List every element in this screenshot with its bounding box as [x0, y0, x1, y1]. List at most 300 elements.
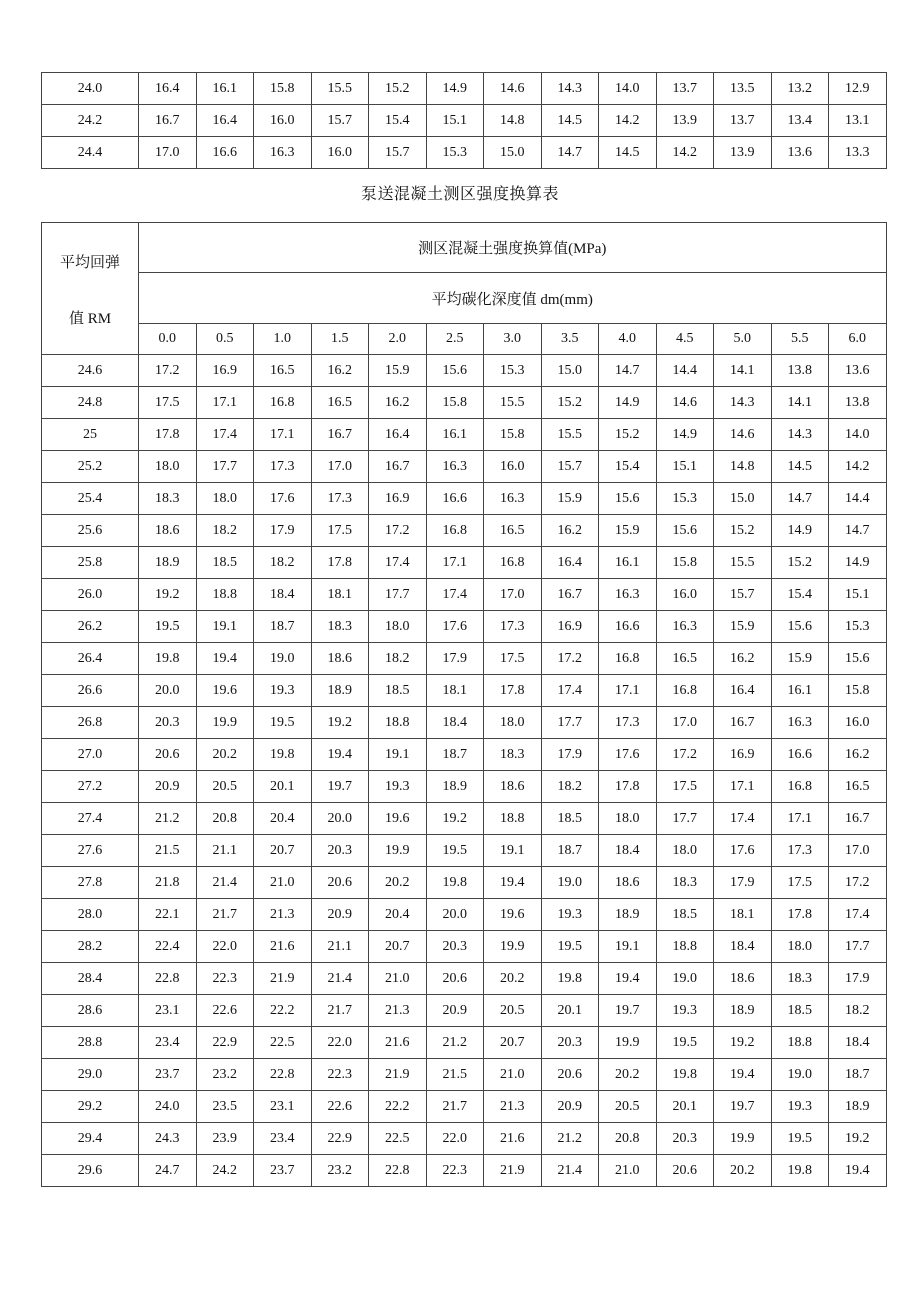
- strength-value-cell: 19.3: [541, 899, 599, 931]
- strength-value-cell: 15.2: [541, 387, 599, 419]
- rebound-value-cell: 29.2: [42, 1091, 139, 1123]
- strength-value-cell: 16.6: [599, 611, 657, 643]
- depth-header-cell: 4.0: [599, 324, 657, 355]
- strength-value-cell: 19.9: [196, 707, 254, 739]
- strength-value-cell: 17.0: [311, 451, 369, 483]
- strength-value-cell: 16.8: [656, 675, 714, 707]
- strength-value-cell: 23.4: [139, 1027, 197, 1059]
- strength-value-cell: 21.4: [311, 963, 369, 995]
- strength-value-cell: 17.4: [541, 675, 599, 707]
- strength-value-cell: 19.4: [311, 739, 369, 771]
- rebound-value-cell: 28.4: [42, 963, 139, 995]
- table-row: [42, 1123, 887, 1155]
- strength-value-cell: 19.1: [484, 835, 542, 867]
- strength-value-cell: 18.3: [656, 867, 714, 899]
- strength-value-cell: 16.3: [599, 579, 657, 611]
- strength-value-cell: 17.0: [656, 707, 714, 739]
- strength-value-cell: 19.0: [656, 963, 714, 995]
- strength-value-cell: 13.3: [829, 137, 887, 169]
- strength-value-cell: 19.3: [771, 1091, 829, 1123]
- strength-value-cell: 15.5: [311, 73, 369, 105]
- strength-value-cell: 24.7: [139, 1155, 197, 1187]
- strength-value-cell: 15.0: [541, 355, 599, 387]
- strength-value-cell: 22.3: [196, 963, 254, 995]
- strength-value-cell: 18.9: [599, 899, 657, 931]
- strength-value-cell: 14.6: [484, 73, 542, 105]
- strength-value-cell: 15.4: [369, 105, 427, 137]
- strength-value-cell: 20.1: [254, 771, 312, 803]
- strength-value-cell: 13.4: [771, 105, 829, 137]
- strength-value-cell: 21.3: [484, 1091, 542, 1123]
- strength-value-cell: 19.7: [599, 995, 657, 1027]
- strength-value-cell: 22.8: [369, 1155, 427, 1187]
- strength-value-cell: 19.2: [139, 579, 197, 611]
- strength-value-cell: 19.9: [484, 931, 542, 963]
- strength-value-cell: 16.3: [426, 451, 484, 483]
- strength-value-cell: 18.7: [541, 835, 599, 867]
- strength-value-cell: 17.5: [771, 867, 829, 899]
- strength-value-cell: 15.8: [656, 547, 714, 579]
- strength-value-cell: 14.6: [656, 387, 714, 419]
- strength-value-cell: 22.8: [254, 1059, 312, 1091]
- strength-value-cell: 15.4: [599, 451, 657, 483]
- strength-value-cell: 20.2: [369, 867, 427, 899]
- strength-value-cell: 18.5: [656, 899, 714, 931]
- depth-header-cell: 4.5: [656, 324, 714, 355]
- depth-header-cell: 3.0: [484, 324, 542, 355]
- strength-value-cell: 14.0: [829, 419, 887, 451]
- strength-value-cell: 22.3: [311, 1059, 369, 1091]
- strength-value-cell: 18.2: [196, 515, 254, 547]
- strength-value-cell: 16.8: [771, 771, 829, 803]
- strength-value-cell: 14.9: [426, 73, 484, 105]
- strength-value-cell: 20.1: [656, 1091, 714, 1123]
- strength-value-cell: 16.6: [196, 137, 254, 169]
- strength-value-cell: 14.5: [771, 451, 829, 483]
- strength-value-cell: 15.1: [656, 451, 714, 483]
- strength-value-cell: 17.1: [714, 771, 772, 803]
- strength-value-cell: 14.9: [829, 547, 887, 579]
- strength-value-cell: 16.3: [656, 611, 714, 643]
- strength-value-cell: 17.0: [829, 835, 887, 867]
- depth-header-cell: 1.0: [254, 324, 312, 355]
- strength-value-cell: 20.5: [196, 771, 254, 803]
- strength-value-cell: 17.2: [656, 739, 714, 771]
- strength-value-cell: 21.6: [484, 1123, 542, 1155]
- strength-value-cell: 17.8: [484, 675, 542, 707]
- strength-value-cell: 14.7: [541, 137, 599, 169]
- strength-value-cell: 16.0: [829, 707, 887, 739]
- strength-value-cell: 16.8: [254, 387, 312, 419]
- table-row: [42, 771, 887, 803]
- strength-value-cell: 19.3: [254, 675, 312, 707]
- strength-value-cell: 16.2: [714, 643, 772, 675]
- strength-value-cell: 20.3: [311, 835, 369, 867]
- strength-value-cell: 13.8: [771, 355, 829, 387]
- strength-value-cell: 21.2: [426, 1027, 484, 1059]
- strength-value-cell: 19.5: [541, 931, 599, 963]
- strength-value-cell: 20.8: [196, 803, 254, 835]
- strength-value-cell: 20.1: [541, 995, 599, 1027]
- strength-value-cell: 18.1: [426, 675, 484, 707]
- rebound-value-cell: 27.2: [42, 771, 139, 803]
- strength-value-cell: 24.0: [139, 1091, 197, 1123]
- strength-value-cell: 16.8: [484, 547, 542, 579]
- strength-value-cell: 17.1: [771, 803, 829, 835]
- rebound-value-cell: 29.4: [42, 1123, 139, 1155]
- strength-value-cell: 14.9: [599, 387, 657, 419]
- strength-value-cell: 16.0: [311, 137, 369, 169]
- strength-value-cell: 19.4: [829, 1155, 887, 1187]
- strength-value-cell: 17.3: [311, 483, 369, 515]
- depth-header-cell: 1.5: [311, 324, 369, 355]
- strength-value-cell: 18.9: [714, 995, 772, 1027]
- strength-value-cell: 20.5: [484, 995, 542, 1027]
- depth-header-cell: 5.5: [771, 324, 829, 355]
- strength-value-cell: 18.0: [196, 483, 254, 515]
- strength-value-cell: 21.3: [254, 899, 312, 931]
- strength-value-cell: 15.6: [829, 643, 887, 675]
- strength-value-cell: 16.5: [254, 355, 312, 387]
- table-row: [42, 803, 887, 835]
- strength-value-cell: 13.7: [656, 73, 714, 105]
- strength-value-cell: 15.4: [771, 579, 829, 611]
- table-row: [42, 611, 887, 643]
- strength-value-cell: 15.9: [599, 515, 657, 547]
- strength-value-cell: 21.3: [369, 995, 427, 1027]
- rebound-value-header: [42, 223, 139, 355]
- strength-value-cell: 22.3: [426, 1155, 484, 1187]
- strength-value-cell: 22.0: [196, 931, 254, 963]
- rebound-value-cell: 28.2: [42, 931, 139, 963]
- strength-value-cell: 13.6: [771, 137, 829, 169]
- strength-value-cell: 18.6: [599, 867, 657, 899]
- strength-value-cell: 23.7: [139, 1059, 197, 1091]
- strength-value-cell: 16.2: [369, 387, 427, 419]
- strength-value-cell: 21.5: [426, 1059, 484, 1091]
- rebound-value-cell: 25.4: [42, 483, 139, 515]
- strength-value-cell: 15.2: [369, 73, 427, 105]
- strength-value-cell: 17.6: [254, 483, 312, 515]
- strength-value-cell: 16.4: [541, 547, 599, 579]
- strength-value-cell: 20.2: [714, 1155, 772, 1187]
- strength-value-cell: 19.0: [771, 1059, 829, 1091]
- strength-value-cell: 16.2: [829, 739, 887, 771]
- strength-value-cell: 15.7: [311, 105, 369, 137]
- strength-value-cell: 16.0: [656, 579, 714, 611]
- strength-value-cell: 20.9: [139, 771, 197, 803]
- strength-value-cell: 19.4: [196, 643, 254, 675]
- table-row: [42, 963, 887, 995]
- table-row: [42, 835, 887, 867]
- strength-value-cell: 22.6: [311, 1091, 369, 1123]
- strength-value-cell: 15.6: [599, 483, 657, 515]
- strength-value-cell: 18.5: [771, 995, 829, 1027]
- continued-table-body: [42, 73, 887, 169]
- strength-value-cell: 16.6: [426, 483, 484, 515]
- strength-value-cell: 18.4: [254, 579, 312, 611]
- strength-value-cell: 19.1: [369, 739, 427, 771]
- strength-value-cell: 21.0: [254, 867, 312, 899]
- strength-value-cell: 19.6: [484, 899, 542, 931]
- strength-value-cell: 15.1: [426, 105, 484, 137]
- strength-value-cell: 15.3: [656, 483, 714, 515]
- table-row: [42, 1155, 887, 1187]
- strength-value-cell: 16.1: [196, 73, 254, 105]
- strength-value-cell: 19.4: [484, 867, 542, 899]
- strength-value-cell: 21.7: [311, 995, 369, 1027]
- strength-value-cell: 19.5: [771, 1123, 829, 1155]
- strength-value-cell: 20.7: [484, 1027, 542, 1059]
- strength-value-cell: 17.7: [656, 803, 714, 835]
- strength-value-cell: 18.3: [311, 611, 369, 643]
- strength-value-cell: 20.3: [656, 1123, 714, 1155]
- strength-value-cell: 16.7: [541, 579, 599, 611]
- strength-value-cell: 17.1: [599, 675, 657, 707]
- strength-value-cell: 22.9: [311, 1123, 369, 1155]
- strength-value-cell: 13.9: [714, 137, 772, 169]
- strength-value-cell: 17.7: [196, 451, 254, 483]
- strength-value-cell: 14.2: [656, 137, 714, 169]
- strength-value-cell: 20.4: [369, 899, 427, 931]
- depth-header-cell: 3.5: [541, 324, 599, 355]
- table-row: [42, 547, 887, 579]
- table-row: [42, 1027, 887, 1059]
- strength-value-cell: 20.2: [599, 1059, 657, 1091]
- strength-value-cell: 19.1: [196, 611, 254, 643]
- strength-value-cell: 18.8: [771, 1027, 829, 1059]
- strength-value-cell: 18.2: [369, 643, 427, 675]
- strength-value-cell: 17.5: [139, 387, 197, 419]
- strength-value-cell: 21.2: [139, 803, 197, 835]
- rebound-value-cell: 24.8: [42, 387, 139, 419]
- strength-value-cell: 18.6: [714, 963, 772, 995]
- strength-value-cell: 20.2: [196, 739, 254, 771]
- strength-value-cell: 15.3: [829, 611, 887, 643]
- strength-value-cell: 17.6: [714, 835, 772, 867]
- table-row: [42, 73, 887, 105]
- table-row: [42, 707, 887, 739]
- strength-value-cell: 19.9: [369, 835, 427, 867]
- strength-value-cell: 20.8: [599, 1123, 657, 1155]
- table-row: [42, 675, 887, 707]
- strength-value-cell: 13.7: [714, 105, 772, 137]
- strength-value-cell: 22.0: [426, 1123, 484, 1155]
- strength-value-cell: 21.5: [139, 835, 197, 867]
- depth-header-cell: 2.5: [426, 324, 484, 355]
- strength-value-cell: 17.8: [599, 771, 657, 803]
- rebound-value-cell: 27.8: [42, 867, 139, 899]
- strength-value-cell: 16.7: [369, 451, 427, 483]
- strength-value-cell: 22.5: [254, 1027, 312, 1059]
- strength-value-cell: 18.0: [656, 835, 714, 867]
- strength-value-cell: 23.7: [254, 1155, 312, 1187]
- strength-value-cell: 18.3: [771, 963, 829, 995]
- rebound-value-cell: 27.4: [42, 803, 139, 835]
- strength-value-cell: 18.0: [771, 931, 829, 963]
- strength-value-cell: 16.1: [599, 547, 657, 579]
- depth-header-cell: 2.0: [369, 324, 427, 355]
- strength-value-cell: 19.0: [254, 643, 312, 675]
- strength-value-cell: 14.0: [599, 73, 657, 105]
- strength-value-cell: 17.3: [484, 611, 542, 643]
- strength-value-cell: 17.0: [484, 579, 542, 611]
- strength-value-cell: 22.2: [254, 995, 312, 1027]
- strength-value-cell: 21.7: [426, 1091, 484, 1123]
- rebound-value-cell: 26.4: [42, 643, 139, 675]
- strength-value-cell: 22.4: [139, 931, 197, 963]
- table-row: [42, 483, 887, 515]
- strength-value-cell: 19.2: [714, 1027, 772, 1059]
- strength-value-cell: 22.0: [311, 1027, 369, 1059]
- rebound-value-cell: 24.2: [42, 105, 139, 137]
- strength-value-cell: 13.1: [829, 105, 887, 137]
- strength-value-cell: 14.5: [599, 137, 657, 169]
- strength-value-cell: 17.8: [311, 547, 369, 579]
- strength-value-cell: 18.7: [254, 611, 312, 643]
- strength-value-cell: 21.9: [484, 1155, 542, 1187]
- strength-value-cell: 16.2: [311, 355, 369, 387]
- strength-value-cell: 14.7: [771, 483, 829, 515]
- strength-value-cell: 17.9: [426, 643, 484, 675]
- strength-value-cell: 15.2: [599, 419, 657, 451]
- strength-value-cell: 19.5: [139, 611, 197, 643]
- strength-value-cell: 23.1: [254, 1091, 312, 1123]
- strength-value-cell: 21.0: [369, 963, 427, 995]
- strength-value-cell: 16.9: [541, 611, 599, 643]
- strength-value-cell: 17.9: [714, 867, 772, 899]
- strength-value-cell: 17.5: [311, 515, 369, 547]
- table-body: [42, 355, 887, 1187]
- strength-value-cell: 20.6: [311, 867, 369, 899]
- strength-value-cell: 15.5: [484, 387, 542, 419]
- pumped-concrete-strength-table: [41, 222, 887, 1187]
- rebound-value-cell: 25: [42, 419, 139, 451]
- strength-value-cell: 18.8: [369, 707, 427, 739]
- depth-header-cell: 0.0: [139, 324, 197, 355]
- strength-value-cell: 20.4: [254, 803, 312, 835]
- table-row: [42, 899, 887, 931]
- strength-value-cell: 22.1: [139, 899, 197, 931]
- strength-value-cell: 17.5: [656, 771, 714, 803]
- strength-value-cell: 16.9: [196, 355, 254, 387]
- strength-value-cell: 15.7: [714, 579, 772, 611]
- strength-value-cell: 20.6: [541, 1059, 599, 1091]
- table-row: [42, 931, 887, 963]
- strength-value-cell: 18.8: [656, 931, 714, 963]
- strength-value-cell: 17.4: [369, 547, 427, 579]
- strength-value-cell: 14.9: [656, 419, 714, 451]
- strength-value-cell: 21.0: [599, 1155, 657, 1187]
- strength-value-cell: 17.1: [254, 419, 312, 451]
- table-row: [42, 387, 887, 419]
- table-row: [42, 643, 887, 675]
- strength-value-cell: 16.1: [426, 419, 484, 451]
- table-row: [42, 515, 887, 547]
- carbonation-depth-header: 平均碳化深度值 dm(mm): [139, 273, 887, 324]
- strength-value-cell: 19.5: [426, 835, 484, 867]
- depth-header-cell: 0.5: [196, 324, 254, 355]
- strength-value-cell: 15.6: [656, 515, 714, 547]
- strength-value-cell: 20.3: [541, 1027, 599, 1059]
- strength-value-cell: 19.8: [254, 739, 312, 771]
- strength-value-header: 测区混凝土强度换算值(MPa): [139, 223, 887, 273]
- rebound-value-cell: 25.8: [42, 547, 139, 579]
- strength-value-cell: 19.2: [426, 803, 484, 835]
- strength-value-cell: 21.4: [541, 1155, 599, 1187]
- strength-value-cell: 23.2: [196, 1059, 254, 1091]
- strength-value-cell: 20.2: [484, 963, 542, 995]
- strength-value-cell: 20.6: [656, 1155, 714, 1187]
- strength-value-cell: 16.3: [254, 137, 312, 169]
- strength-value-cell: 24.2: [196, 1155, 254, 1187]
- strength-value-cell: 14.2: [829, 451, 887, 483]
- strength-value-cell: 17.2: [369, 515, 427, 547]
- strength-value-cell: 16.2: [541, 515, 599, 547]
- strength-value-cell: 18.4: [829, 1027, 887, 1059]
- strength-value-cell: 14.3: [771, 419, 829, 451]
- strength-value-cell: 15.9: [541, 483, 599, 515]
- table-row: [42, 995, 887, 1027]
- strength-value-cell: 19.3: [369, 771, 427, 803]
- strength-value-cell: 15.2: [771, 547, 829, 579]
- strength-value-cell: 14.6: [714, 419, 772, 451]
- rebound-value-cell: 27.6: [42, 835, 139, 867]
- strength-value-cell: 23.9: [196, 1123, 254, 1155]
- strength-value-cell: 18.2: [829, 995, 887, 1027]
- strength-value-cell: 18.9: [426, 771, 484, 803]
- strength-value-cell: 17.4: [829, 899, 887, 931]
- strength-value-cell: 18.1: [311, 579, 369, 611]
- strength-value-cell: 19.6: [196, 675, 254, 707]
- strength-value-cell: 19.0: [541, 867, 599, 899]
- strength-value-cell: 23.5: [196, 1091, 254, 1123]
- strength-value-cell: 17.1: [426, 547, 484, 579]
- strength-value-cell: 15.8: [829, 675, 887, 707]
- strength-value-cell: 15.1: [829, 579, 887, 611]
- rebound-header-line2: 值 RM: [68, 310, 112, 327]
- strength-value-cell: 16.5: [484, 515, 542, 547]
- strength-value-cell: 17.7: [541, 707, 599, 739]
- strength-value-cell: 18.9: [311, 675, 369, 707]
- strength-value-cell: 19.9: [714, 1123, 772, 1155]
- strength-value-cell: 16.9: [714, 739, 772, 771]
- strength-value-cell: 18.5: [196, 547, 254, 579]
- strength-value-cell: 17.3: [771, 835, 829, 867]
- strength-value-cell: 21.1: [196, 835, 254, 867]
- strength-value-cell: 16.7: [714, 707, 772, 739]
- strength-value-cell: 20.6: [426, 963, 484, 995]
- strength-value-cell: 19.4: [599, 963, 657, 995]
- strength-value-cell: 21.1: [311, 931, 369, 963]
- strength-value-cell: 20.9: [541, 1091, 599, 1123]
- strength-value-cell: 17.2: [139, 355, 197, 387]
- strength-value-cell: 14.3: [714, 387, 772, 419]
- strength-value-cell: 19.8: [656, 1059, 714, 1091]
- rebound-value-cell: 24.4: [42, 137, 139, 169]
- table-title: 泵送混凝土测区强度换算表: [360, 186, 559, 203]
- rebound-value-cell: 27.0: [42, 739, 139, 771]
- strength-value-cell: 14.1: [771, 387, 829, 419]
- strength-value-cell: 18.1: [714, 899, 772, 931]
- strength-value-cell: 20.9: [311, 899, 369, 931]
- strength-value-cell: 15.9: [771, 643, 829, 675]
- table-row: [42, 419, 887, 451]
- rebound-value-cell: 24.6: [42, 355, 139, 387]
- strength-value-cell: 15.8: [484, 419, 542, 451]
- strength-value-cell: 23.4: [254, 1123, 312, 1155]
- strength-value-cell: 16.3: [484, 483, 542, 515]
